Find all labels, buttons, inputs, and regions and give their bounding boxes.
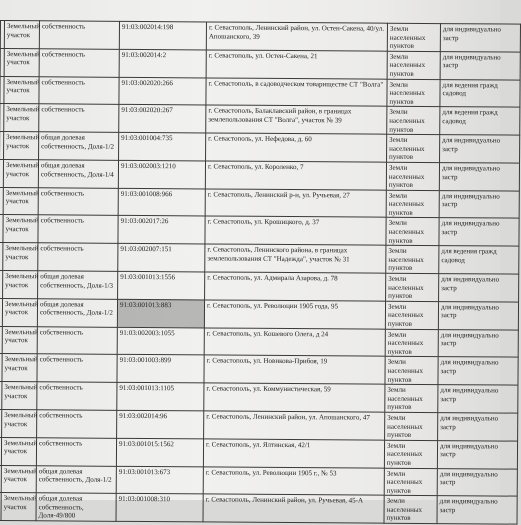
permitted-use-cell: для индивидуально застр (439, 190, 519, 218)
ownership-cell: собственность (37, 382, 117, 410)
cadastral-number-cell: 91:03:001003:899 (117, 355, 204, 383)
ownership-cell: собственность (39, 49, 119, 77)
land-category-cell: Земли населенных пунктов (387, 79, 440, 107)
table-row (0, 382, 518, 413)
permitted-use-cell: для ведения гражд садовод (440, 107, 520, 135)
land-category-cell: Земли населенных пунктов (384, 468, 437, 496)
permitted-use-cell: для индивидуально застр (437, 496, 517, 524)
address-cell: г. Севастополь, ул. Нефедова, д. 60 (206, 133, 387, 162)
ownership-cell: собственность (37, 354, 117, 382)
address-cell: г. Севастополь, в садоводческом товариществе СТ "Волга" (206, 78, 387, 107)
land-category-cell: Земли населенных пунктов (386, 162, 439, 190)
address-cell: г. Севастополь, ул. Новикова-Прибоя, 19 (204, 355, 385, 384)
table-row (0, 354, 518, 385)
object-type-cell: Земельный участок (3, 159, 38, 187)
ownership-cell: собственность (38, 215, 118, 243)
ownership-cell: общая долевая собственность, Доля-1/4 (38, 160, 118, 188)
address-cell: г. Севастополь, Ленинский р-н, ул. Ручьевая, 27 (205, 189, 386, 218)
ownership-cell: собственность (39, 76, 119, 104)
table-row (0, 159, 520, 190)
table-row (0, 298, 519, 329)
land-category-cell: Земли населенных пунктов (387, 107, 440, 135)
cadastral-number-cell: 91:03:002017:26 (118, 216, 205, 244)
address-cell: г. Севастополь, ул. Ялтинская, 42/1 (203, 439, 384, 468)
land-category-cell: Земли населенных пунктов (386, 273, 439, 301)
cadastral-number-cell: 91:03:002014:198 (119, 21, 206, 49)
land-category-cell: Земли населенных пунктов (387, 51, 440, 79)
land-category-cell: Земли населенных пунктов (385, 384, 438, 412)
permitted-use-cell: для индивидуально застр (438, 385, 518, 413)
table-row (0, 493, 517, 524)
cadastral-number-cell: 91:03:002020:266 (119, 77, 206, 105)
cadastral-number-cell: 91:03:002014:96 (117, 410, 204, 438)
object-type-cell: Земельный участок (4, 48, 39, 76)
table-row (0, 76, 520, 107)
cadastral-number-cell: 91:03:001015:1562 (116, 438, 203, 466)
address-cell: г. Севастополь, Ленинский район, ул. Ручьевая, 45-А (203, 494, 384, 523)
permitted-use-cell: для индивидуально застр (440, 51, 520, 79)
object-type-cell: Земельный участок (2, 354, 37, 382)
address-cell: г. Севастополь, Ленинский район, ул. Остен-Сакена, 40/ул. Апошанского, 39 (206, 22, 387, 51)
table-row (0, 465, 517, 496)
permitted-use-cell: для индивидуально застр (439, 274, 519, 302)
cadastral-number-cell: 91:03:002003:1210 (118, 160, 205, 188)
permitted-use-cell: для индивидуально застр (440, 135, 520, 163)
address-cell: г. Севастополь, ул. Адмирала Азарова, д. 78 (205, 272, 386, 301)
land-category-cell: Земли населенных пунктов (385, 301, 438, 329)
land-category-cell: Земли населенных пунктов (385, 329, 438, 357)
land-category-cell: Земли населенных пунктов (387, 23, 440, 51)
cadastral-number-cell: 91:03:001013:883 (117, 299, 204, 327)
address-cell: г. Севастополь, ул. Революции 1905 года, 95 (204, 300, 385, 329)
permitted-use-cell: для индивидуально застр (438, 329, 518, 357)
address-cell: г. Севастополь, ул. Кошевого Олега, д 24 (204, 328, 385, 357)
permitted-use-cell: для ведения гражд садовод (439, 246, 519, 274)
ownership-cell: общая долевая собственность, Доля-1/2 (39, 132, 119, 160)
table-row (0, 271, 519, 302)
permitted-use-cell: для индивидуально застр (440, 24, 520, 52)
ownership-cell: собственность (37, 410, 117, 438)
land-category-cell: Земли населенных пунктов (386, 218, 439, 246)
ownership-cell: общая долевая собственность, Доля-1/2 (36, 465, 116, 493)
object-type-cell: Земельный участок (4, 76, 39, 104)
table-row (0, 132, 520, 163)
ownership-cell: общая долевая собственность, Доля-1/2 (37, 299, 117, 327)
address-cell: г. Севастополь, Балаклавский район, в границах землепользования СТ "Волга", участок № 39 (206, 105, 387, 134)
ownership-cell: общая долевая собственность, Доля-49/800 (36, 493, 116, 521)
table-row (0, 243, 519, 274)
object-type-cell: Земельный участок (2, 298, 37, 326)
ownership-cell: собственность (39, 21, 119, 49)
object-type-cell: Земельный участок (4, 132, 39, 160)
cadastral-number-cell: 91:03:001004:735 (119, 132, 206, 160)
ownership-cell: собственность (37, 326, 117, 354)
address-cell: г. Севастополь, ул. Революции 1905 г., № 53 (203, 466, 384, 495)
permitted-use-cell: для индивидуально застр (438, 413, 518, 441)
table-row (0, 409, 518, 440)
ownership-cell: общая долевая собственность, Доля-1/3 (38, 271, 118, 299)
object-type-cell: Земельный участок (4, 104, 39, 132)
object-type-cell: Земельный участок (3, 215, 38, 243)
ownership-cell: собственность (39, 104, 119, 132)
table-row (0, 215, 519, 246)
object-type-cell: Земельный участок (3, 243, 38, 271)
cadastral-number-cell: 91:03:002007:151 (118, 244, 205, 272)
land-category-cell: Земли населенных пунктов (385, 357, 438, 385)
object-type-cell: Земельный участок (1, 493, 36, 521)
table-row (0, 48, 520, 79)
ownership-cell: собственность (38, 243, 118, 271)
ownership-cell: собственность (38, 187, 118, 215)
permitted-use-cell: для индивидуально застр (437, 468, 517, 496)
land-category-cell: Земли населенных пунктов (385, 412, 438, 440)
object-type-cell: Земельный участок (1, 437, 36, 465)
permitted-use-cell: для индивидуально застр (438, 301, 518, 329)
object-type-cell: Земельный участок (3, 271, 38, 299)
land-category-cell: Земли населенных пунктов (384, 440, 437, 468)
table-row (0, 326, 518, 357)
cadastral-number-cell: 91:03:001008:966 (118, 188, 205, 216)
cadastral-number-cell: 91:03:002003:1055 (117, 327, 204, 355)
table-row (0, 104, 520, 135)
address-cell: г. Севастополь, ул. Остен-Сакена, 21 (206, 50, 387, 79)
object-type-cell: Земельный участок (2, 409, 37, 437)
land-category-cell: Земли населенных пунктов (384, 495, 437, 523)
object-type-cell: Земельный участок (2, 382, 37, 410)
permitted-use-cell: для индивидуально застр (438, 357, 518, 385)
cadastral-number-cell: 91:03:002014:2 (119, 49, 206, 77)
address-cell: г. Севастополь, Ленинский район, ул. Апошанского, 47 (204, 411, 385, 440)
address-cell: г. Севастополь, Ленинского района, в границах землепользования СТ "Надежда", участок № 31 (205, 244, 386, 273)
permitted-use-cell: для индивидуально застр (439, 162, 519, 190)
object-type-cell: Земельный участок (3, 187, 38, 215)
cadastral-number-cell: 91:03:001013:1105 (117, 382, 204, 410)
table-body (0, 21, 520, 525)
table-row (0, 437, 518, 468)
permitted-use-cell: для ведения гражд садовод (440, 79, 520, 107)
cadastral-number-cell: 91:03:001013:673 (116, 466, 203, 494)
address-cell: г. Севастополь, ул. Короленко, 7 (205, 161, 386, 190)
land-registry-table (0, 20, 521, 525)
address-cell: г. Севастополь, ул. Коммунистическая, 59 (204, 383, 385, 412)
address-cell: г. Севастополь, ул. Крошицкого, д. 37 (205, 216, 386, 245)
land-category-cell: Земли населенных пунктов (387, 134, 440, 162)
land-category-cell: Земли населенных пунктов (386, 190, 439, 218)
cadastral-number-cell: 91:03:001013:1556 (118, 271, 205, 299)
land-category-cell: Земли населенных пунктов (386, 245, 439, 273)
table-row (0, 21, 520, 52)
cadastral-number-cell: 91:03:002020:267 (119, 105, 206, 133)
ownership-cell: собственность (36, 437, 116, 465)
permitted-use-cell: для индивидуально застр (439, 218, 519, 246)
object-type-cell: Земельный участок (1, 465, 36, 493)
object-type-cell: Земельный участок (4, 21, 39, 49)
permitted-use-cell: для индивидуально застр (437, 440, 517, 468)
object-type-cell: Земельный участок (2, 326, 37, 354)
cadastral-number-cell: 91:03:001008:310 (116, 494, 203, 522)
table-row (0, 187, 519, 218)
